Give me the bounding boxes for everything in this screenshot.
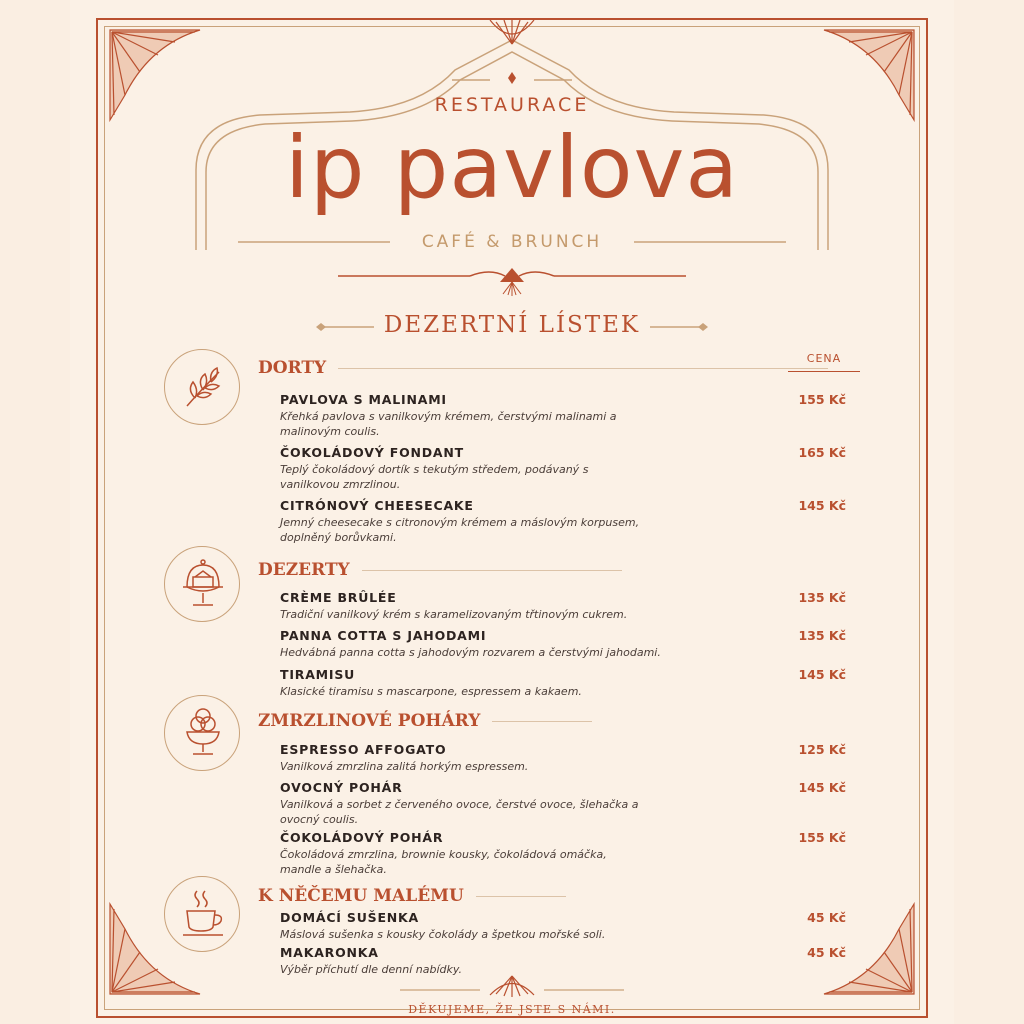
menu-item — [280, 590, 846, 622]
item-price: 45 Kč — [807, 945, 846, 960]
item-description: Teplý čokoládový dortík s tekutým středem, podávaný s vanilkovou zmrzlinou. — [280, 463, 589, 491]
coffee-cup-icon — [164, 876, 240, 952]
item-description: Tradiční vanilkový krém s karamelizovaným třtinovým cukrem. — [280, 608, 628, 621]
restaurant-label: RESTAURACE — [434, 94, 590, 116]
menu-item — [280, 498, 846, 545]
item-price: 145 Kč — [798, 667, 846, 682]
item-price: 135 Kč — [798, 628, 846, 643]
section-title-zmrzlinove-pohary: ZMRZLINOVÉ POHÁRY — [258, 711, 592, 731]
item-price: 125 Kč — [798, 742, 846, 757]
item-name: DOMÁCÍ SUŠENKA — [280, 910, 420, 925]
menu-title: DEZERTNÍ LÍSTEK — [383, 312, 641, 338]
footer-thanks: DĚKUJEME, ŽE JSTE S NÁMI. — [408, 1003, 616, 1016]
menu-item — [280, 910, 846, 942]
item-description: Hedvábná panna cotta s jahodovým rozvarem a čerstvými jahodami. — [280, 646, 661, 659]
price-column-header: CENA — [788, 352, 860, 372]
item-description: Vanilková a sorbet z červeného ovoce, čerstvé ovoce, šlehačka a ovocný coulis. — [280, 798, 639, 826]
item-name: PAVLOVA S MALINAMI — [280, 392, 447, 407]
leaf-icon — [164, 349, 240, 425]
item-name: ČOKOLÁDOVÝ POHÁR — [280, 830, 444, 845]
cake-stand-icon — [164, 546, 240, 622]
item-price: 165 Kč — [798, 445, 846, 460]
item-description: Výběr příchutí dle denní nabídky. — [280, 963, 463, 976]
ice-cream-cup-icon — [164, 695, 240, 771]
item-name: ČOKOLÁDOVÝ FONDANT — [280, 445, 464, 460]
item-price: 45 Kč — [807, 910, 846, 925]
tagline: CAFÉ & BRUNCH — [421, 232, 603, 252]
menu-item — [280, 742, 846, 774]
menu-item — [280, 628, 846, 660]
item-description: Křehká pavlova s vanilkovým krémem, čerstvými malinami a malinovým coulis. — [280, 410, 617, 438]
brand-name: ip pavlova — [284, 118, 740, 218]
item-price: 135 Kč — [798, 590, 846, 605]
item-price: 145 Kč — [798, 780, 846, 795]
item-name: TIRAMISU — [280, 667, 356, 682]
menu-item — [280, 830, 846, 877]
item-name: PANNA COTTA S JAHODAMI — [280, 628, 487, 643]
item-name: OVOCNÝ POHÁR — [280, 780, 403, 795]
menu-item — [280, 780, 846, 827]
menu-item — [280, 445, 846, 492]
section-title-dorty: DORTY — [258, 358, 828, 378]
item-description: Máslová sušenka s kousky čokolády a špetkou mořské soli. — [280, 928, 606, 941]
item-price: 155 Kč — [798, 392, 846, 407]
item-description: Klasické tiramisu s mascarpone, espressem a kakaem. — [280, 685, 582, 698]
menu-item — [280, 945, 846, 977]
item-name: CRÈME BRÛLÉE — [280, 590, 397, 605]
item-description: Čokoládová zmrzlina, brownie kousky, čokoládová omáčka, mandle a šlehačka. — [280, 848, 607, 876]
item-price: 155 Kč — [798, 830, 846, 845]
item-price: 145 Kč — [798, 498, 846, 513]
section-title-dezerty: DEZERTY — [258, 560, 622, 580]
item-name: CITRÓNOVÝ CHEESECAKE — [280, 498, 474, 513]
menu-item — [280, 392, 846, 439]
item-description: Vanilková zmrzlina zalitá horkým espressem. — [280, 760, 529, 773]
item-description: Jemný cheesecake s citronovým krémem a máslovým korpusem, doplněný borůvkami. — [280, 516, 640, 544]
item-name: MAKARONKA — [280, 945, 379, 960]
section-title-k-necemu-malemu: K NĚČEMU MALÉMU — [258, 886, 566, 906]
menu-item — [280, 667, 846, 699]
item-name: ESPRESSO AFFOGATO — [280, 742, 447, 757]
